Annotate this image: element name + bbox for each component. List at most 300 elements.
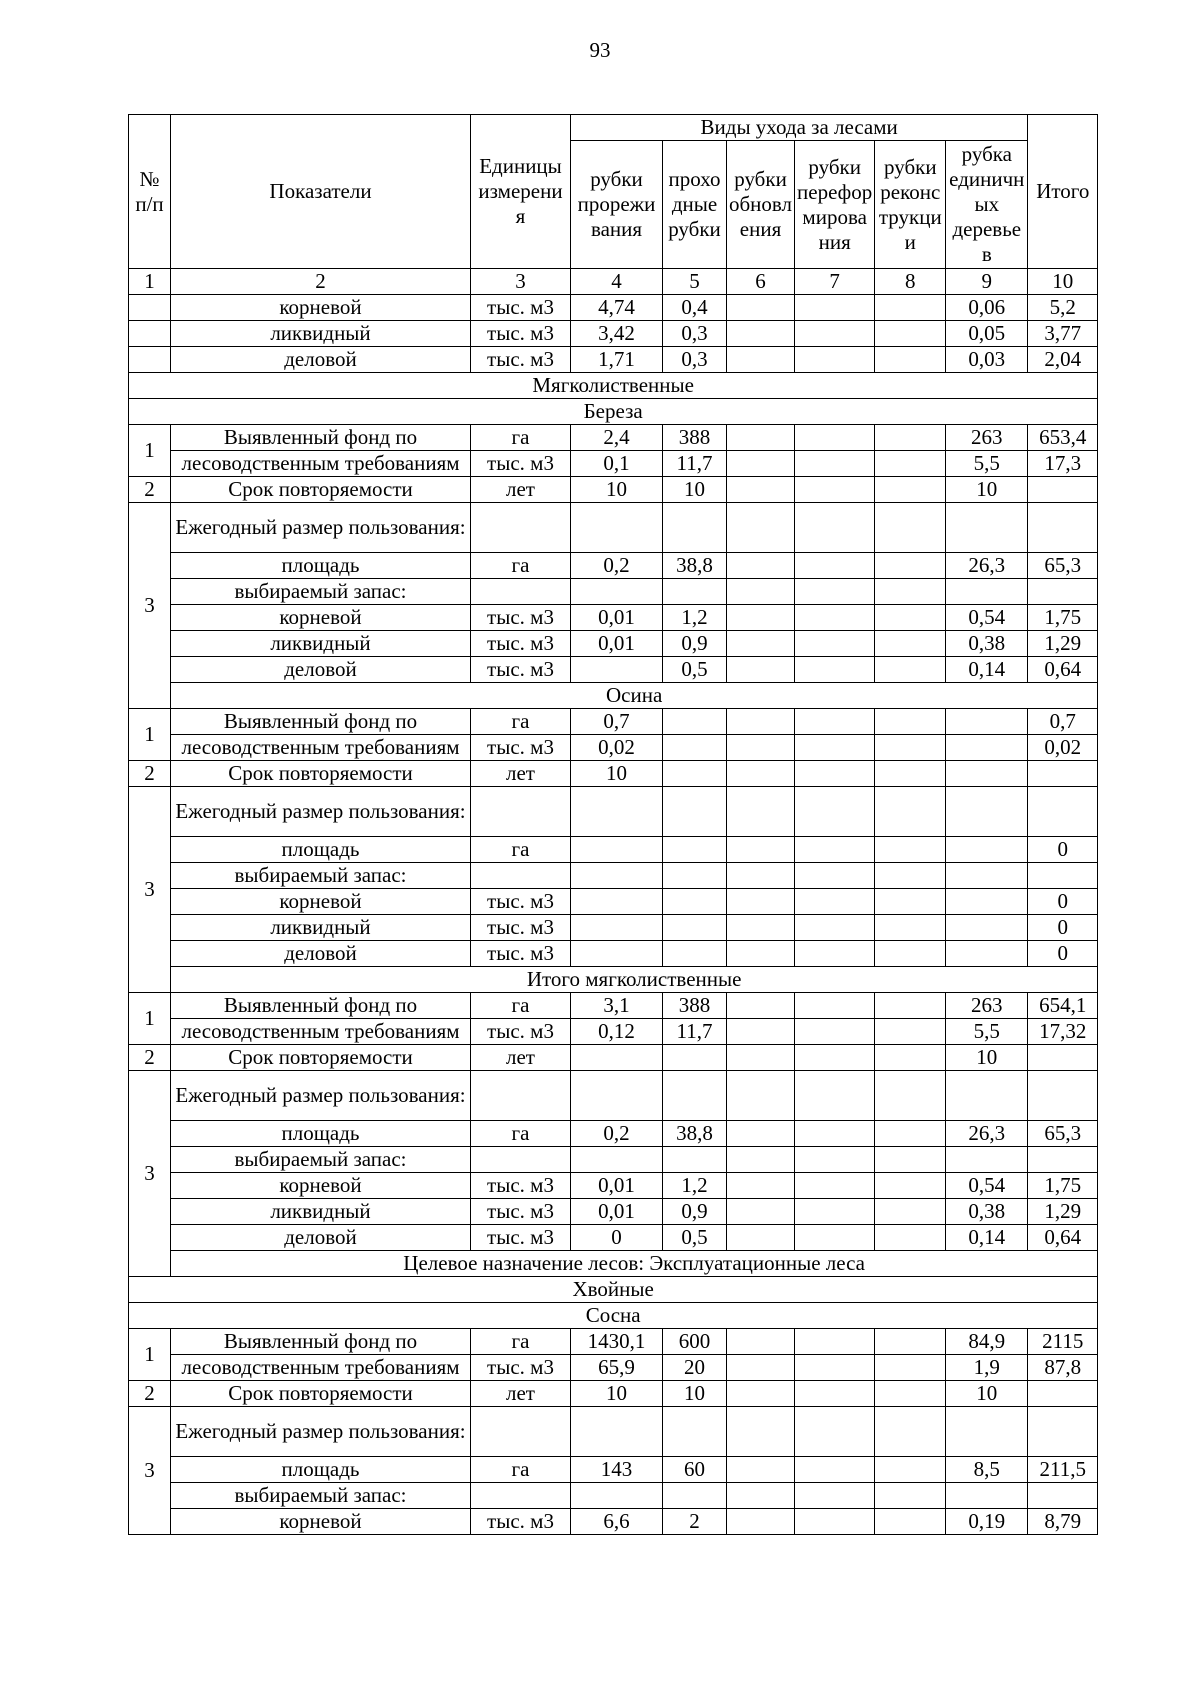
value-cell bbox=[727, 579, 795, 605]
total-cell bbox=[1028, 1071, 1098, 1121]
value-cell bbox=[571, 579, 663, 605]
indicator-label: Срок повторяемости bbox=[171, 477, 471, 503]
table-row bbox=[129, 1457, 1098, 1483]
total-cell: 0,64 bbox=[1028, 657, 1098, 683]
value-cell: 10 bbox=[946, 477, 1028, 503]
value-cell bbox=[663, 1407, 727, 1457]
column-index-row bbox=[129, 269, 1098, 295]
value-cell bbox=[727, 657, 795, 683]
table-row bbox=[129, 451, 1098, 477]
unit-cell: тыс. м3 bbox=[471, 1019, 571, 1045]
table-row bbox=[129, 889, 1098, 915]
total-cell: 17,3 bbox=[1028, 451, 1098, 477]
total-cell: 2,04 bbox=[1028, 347, 1098, 373]
indicator-label: Выявленный фонд по bbox=[171, 1329, 471, 1355]
value-cell: 0,54 bbox=[946, 605, 1028, 631]
value-cell bbox=[795, 347, 875, 373]
value-cell bbox=[663, 761, 727, 787]
value-cell bbox=[663, 941, 727, 967]
total-cell bbox=[1028, 1045, 1098, 1071]
value-cell bbox=[795, 295, 875, 321]
indicator-label: выбираемый запас: bbox=[171, 579, 471, 605]
value-cell bbox=[875, 1147, 946, 1173]
indicator-label: Ежегодный размер пользования: bbox=[171, 1407, 471, 1457]
value-cell bbox=[663, 863, 727, 889]
section-row bbox=[129, 683, 1098, 709]
value-cell bbox=[727, 1483, 795, 1509]
value-cell: 0,12 bbox=[571, 1019, 663, 1045]
indicator-label: Срок повторяемости bbox=[171, 1381, 471, 1407]
table-row bbox=[129, 735, 1098, 761]
indicator-label: корневой bbox=[171, 295, 471, 321]
value-cell bbox=[571, 1483, 663, 1509]
value-cell: 0,19 bbox=[946, 1509, 1028, 1535]
value-cell bbox=[795, 1199, 875, 1225]
value-cell: 0,5 bbox=[663, 1225, 727, 1251]
value-cell bbox=[727, 477, 795, 503]
value-cell bbox=[727, 1071, 795, 1121]
value-cell bbox=[727, 889, 795, 915]
value-cell bbox=[875, 761, 946, 787]
value-cell: 3,1 bbox=[571, 993, 663, 1019]
value-cell: 0,3 bbox=[663, 321, 727, 347]
value-cell bbox=[727, 605, 795, 631]
value-cell bbox=[727, 451, 795, 477]
value-cell bbox=[571, 1045, 663, 1071]
value-cell bbox=[875, 709, 946, 735]
table-row bbox=[129, 1407, 1098, 1457]
unit-cell: лет bbox=[471, 1381, 571, 1407]
table-row bbox=[129, 1225, 1098, 1251]
indicator-label: ликвидный bbox=[171, 631, 471, 657]
value-cell bbox=[875, 889, 946, 915]
value-cell bbox=[795, 605, 875, 631]
value-cell bbox=[946, 579, 1028, 605]
value-cell: 26,3 bbox=[946, 553, 1028, 579]
value-cell bbox=[795, 451, 875, 477]
value-cell: 0,14 bbox=[946, 657, 1028, 683]
indicator-label: площадь bbox=[171, 553, 471, 579]
value-cell bbox=[727, 787, 795, 837]
value-cell bbox=[875, 553, 946, 579]
indicator-label: выбираемый запас: bbox=[171, 1483, 471, 1509]
row-number: 2 bbox=[129, 477, 171, 503]
table-row bbox=[129, 631, 1098, 657]
value-cell bbox=[727, 321, 795, 347]
value-cell: 0,38 bbox=[946, 631, 1028, 657]
total-cell bbox=[1028, 1147, 1098, 1173]
value-cell: 0,03 bbox=[946, 347, 1028, 373]
unit-cell: га bbox=[471, 837, 571, 863]
value-cell: 600 bbox=[663, 1329, 727, 1355]
index-cell: 8 bbox=[875, 269, 946, 295]
value-cell: 1,71 bbox=[571, 347, 663, 373]
value-cell: 0,3 bbox=[663, 347, 727, 373]
section-row bbox=[129, 1303, 1098, 1329]
value-cell bbox=[946, 941, 1028, 967]
value-cell: 10 bbox=[663, 1381, 727, 1407]
value-cell bbox=[875, 1457, 946, 1483]
section-title: Итого мягколиственные bbox=[171, 967, 1098, 993]
value-cell bbox=[795, 735, 875, 761]
indicator-label: корневой bbox=[171, 605, 471, 631]
value-cell bbox=[875, 579, 946, 605]
value-cell: 38,8 bbox=[663, 1121, 727, 1147]
table-row bbox=[129, 553, 1098, 579]
value-cell bbox=[875, 451, 946, 477]
value-cell: 5,5 bbox=[946, 1019, 1028, 1045]
value-cell bbox=[727, 761, 795, 787]
table-row bbox=[129, 477, 1098, 503]
indicator-label: ликвидный bbox=[171, 915, 471, 941]
value-cell: 8,5 bbox=[946, 1457, 1028, 1483]
value-cell bbox=[571, 941, 663, 967]
value-cell bbox=[571, 657, 663, 683]
value-cell bbox=[727, 837, 795, 863]
value-cell: 6,6 bbox=[571, 1509, 663, 1535]
value-cell: 0,05 bbox=[946, 321, 1028, 347]
value-cell bbox=[727, 941, 795, 967]
value-cell bbox=[946, 503, 1028, 553]
unit-cell: тыс. м3 bbox=[471, 915, 571, 941]
value-cell bbox=[795, 709, 875, 735]
header-single-tree-cut: рубка единичн ых деревье в bbox=[946, 141, 1028, 269]
total-cell: 0 bbox=[1028, 889, 1098, 915]
indicator-label: ликвидный bbox=[171, 321, 471, 347]
value-cell bbox=[727, 1457, 795, 1483]
table-row bbox=[129, 709, 1098, 735]
indicator-label: Ежегодный размер пользования: bbox=[171, 787, 471, 837]
row-number bbox=[129, 295, 171, 321]
total-cell: 8,79 bbox=[1028, 1509, 1098, 1535]
value-cell: 1,2 bbox=[663, 605, 727, 631]
value-cell bbox=[663, 579, 727, 605]
total-cell bbox=[1028, 477, 1098, 503]
value-cell bbox=[875, 735, 946, 761]
value-cell bbox=[795, 941, 875, 967]
section-title: Хвойные bbox=[129, 1277, 1098, 1303]
total-cell: 65,3 bbox=[1028, 553, 1098, 579]
value-cell bbox=[875, 295, 946, 321]
value-cell bbox=[946, 863, 1028, 889]
total-cell bbox=[1028, 1483, 1098, 1509]
value-cell: 263 bbox=[946, 425, 1028, 451]
indicator-label: корневой bbox=[171, 889, 471, 915]
unit-cell: тыс. м3 bbox=[471, 347, 571, 373]
indicator-label: Выявленный фонд по bbox=[171, 709, 471, 735]
value-cell bbox=[727, 425, 795, 451]
value-cell bbox=[946, 1407, 1028, 1457]
row-number: 3 bbox=[129, 1071, 171, 1277]
value-cell bbox=[795, 1173, 875, 1199]
value-cell: 0,4 bbox=[663, 295, 727, 321]
value-cell: 0,9 bbox=[663, 631, 727, 657]
value-cell: 0,01 bbox=[571, 605, 663, 631]
value-cell bbox=[795, 1355, 875, 1381]
unit-cell bbox=[471, 863, 571, 889]
total-cell bbox=[1028, 1381, 1098, 1407]
value-cell bbox=[875, 631, 946, 657]
value-cell bbox=[795, 787, 875, 837]
total-cell: 1,29 bbox=[1028, 1199, 1098, 1225]
value-cell bbox=[795, 477, 875, 503]
value-cell: 11,7 bbox=[663, 451, 727, 477]
table-row bbox=[129, 503, 1098, 553]
index-cell: 7 bbox=[795, 269, 875, 295]
total-cell bbox=[1028, 1407, 1098, 1457]
unit-cell: тыс. м3 bbox=[471, 1509, 571, 1535]
table-row bbox=[129, 1019, 1098, 1045]
value-cell: 0,02 bbox=[571, 735, 663, 761]
value-cell bbox=[571, 1147, 663, 1173]
value-cell bbox=[875, 1483, 946, 1509]
table-row bbox=[129, 787, 1098, 837]
value-cell: 388 bbox=[663, 425, 727, 451]
unit-cell: тыс. м3 bbox=[471, 451, 571, 477]
total-cell: 1,75 bbox=[1028, 605, 1098, 631]
total-cell: 17,32 bbox=[1028, 1019, 1098, 1045]
indicator-label: ликвидный bbox=[171, 1199, 471, 1225]
unit-cell: тыс. м3 bbox=[471, 1199, 571, 1225]
value-cell bbox=[571, 915, 663, 941]
value-cell bbox=[795, 425, 875, 451]
table-row bbox=[129, 1045, 1098, 1071]
value-cell bbox=[875, 863, 946, 889]
value-cell bbox=[795, 889, 875, 915]
table-row bbox=[129, 1381, 1098, 1407]
value-cell bbox=[946, 735, 1028, 761]
value-cell: 0,01 bbox=[571, 1173, 663, 1199]
value-cell: 0,1 bbox=[571, 451, 663, 477]
value-cell bbox=[875, 837, 946, 863]
value-cell bbox=[795, 1225, 875, 1251]
value-cell: 3,42 bbox=[571, 321, 663, 347]
table-row bbox=[129, 761, 1098, 787]
value-cell bbox=[571, 787, 663, 837]
total-cell: 65,3 bbox=[1028, 1121, 1098, 1147]
value-cell bbox=[571, 1407, 663, 1457]
indicator-label: Ежегодный размер пользования: bbox=[171, 503, 471, 553]
total-cell: 653,4 bbox=[1028, 425, 1098, 451]
value-cell bbox=[875, 1045, 946, 1071]
table-row bbox=[129, 579, 1098, 605]
value-cell bbox=[727, 1147, 795, 1173]
unit-cell: га bbox=[471, 1457, 571, 1483]
unit-cell: га bbox=[471, 553, 571, 579]
value-cell bbox=[727, 1173, 795, 1199]
total-cell bbox=[1028, 761, 1098, 787]
header-num: № п/п bbox=[129, 115, 171, 269]
table-row bbox=[129, 1329, 1098, 1355]
value-cell bbox=[571, 837, 663, 863]
value-cell bbox=[795, 1019, 875, 1045]
value-cell: 143 bbox=[571, 1457, 663, 1483]
indicator-label: лесоводственным требованиям bbox=[171, 451, 471, 477]
value-cell: 5,5 bbox=[946, 451, 1028, 477]
value-cell: 0,54 bbox=[946, 1173, 1028, 1199]
table-row bbox=[129, 1121, 1098, 1147]
unit-cell: тыс. м3 bbox=[471, 605, 571, 631]
value-cell: 0 bbox=[571, 1225, 663, 1251]
table-row bbox=[129, 993, 1098, 1019]
value-cell bbox=[946, 1483, 1028, 1509]
value-cell bbox=[795, 1509, 875, 1535]
table-row bbox=[129, 915, 1098, 941]
value-cell: 10 bbox=[571, 761, 663, 787]
value-cell bbox=[727, 1019, 795, 1045]
total-cell: 1,75 bbox=[1028, 1173, 1098, 1199]
unit-cell bbox=[471, 579, 571, 605]
value-cell bbox=[727, 553, 795, 579]
value-cell bbox=[875, 941, 946, 967]
value-cell bbox=[875, 657, 946, 683]
value-cell bbox=[795, 1329, 875, 1355]
index-cell: 6 bbox=[727, 269, 795, 295]
unit-cell: тыс. м3 bbox=[471, 1173, 571, 1199]
value-cell: 10 bbox=[571, 477, 663, 503]
value-cell: 0,01 bbox=[571, 1199, 663, 1225]
table-row bbox=[129, 863, 1098, 889]
total-cell: 0 bbox=[1028, 915, 1098, 941]
value-cell: 84,9 bbox=[946, 1329, 1028, 1355]
indicator-label: лесоводственным требованиям bbox=[171, 1355, 471, 1381]
table-row bbox=[129, 1509, 1098, 1535]
value-cell: 10 bbox=[571, 1381, 663, 1407]
section-title: Береза bbox=[129, 399, 1098, 425]
unit-cell: лет bbox=[471, 761, 571, 787]
section-row bbox=[129, 1277, 1098, 1303]
row-number: 2 bbox=[129, 1381, 171, 1407]
indicator-label: выбираемый запас: bbox=[171, 863, 471, 889]
value-cell: 4,74 bbox=[571, 295, 663, 321]
value-cell bbox=[875, 321, 946, 347]
value-cell bbox=[663, 915, 727, 941]
indicator-label: Ежегодный размер пользования: bbox=[171, 1071, 471, 1121]
unit-cell: тыс. м3 bbox=[471, 735, 571, 761]
value-cell: 0,5 bbox=[663, 657, 727, 683]
value-cell: 263 bbox=[946, 993, 1028, 1019]
value-cell bbox=[727, 735, 795, 761]
total-cell: 0,64 bbox=[1028, 1225, 1098, 1251]
value-cell bbox=[795, 579, 875, 605]
value-cell bbox=[727, 915, 795, 941]
value-cell bbox=[795, 761, 875, 787]
row-number: 2 bbox=[129, 761, 171, 787]
unit-cell: га bbox=[471, 709, 571, 735]
value-cell bbox=[663, 735, 727, 761]
page-number: 93 bbox=[589, 38, 611, 62]
value-cell bbox=[663, 837, 727, 863]
indicator-label: Срок повторяемости bbox=[171, 761, 471, 787]
table-row bbox=[129, 1071, 1098, 1121]
table-row bbox=[129, 425, 1098, 451]
value-cell bbox=[571, 889, 663, 915]
value-cell bbox=[946, 837, 1028, 863]
section-row bbox=[129, 399, 1098, 425]
value-cell bbox=[727, 863, 795, 889]
total-cell: 2115 bbox=[1028, 1329, 1098, 1355]
indicator-label: деловой bbox=[171, 941, 471, 967]
unit-cell: га bbox=[471, 425, 571, 451]
table-row bbox=[129, 837, 1098, 863]
value-cell: 2,4 bbox=[571, 425, 663, 451]
indicator-label: деловой bbox=[171, 347, 471, 373]
table-row bbox=[129, 295, 1098, 321]
value-cell bbox=[663, 1071, 727, 1121]
total-cell bbox=[1028, 787, 1098, 837]
value-cell bbox=[663, 1147, 727, 1173]
value-cell bbox=[663, 503, 727, 553]
value-cell bbox=[795, 915, 875, 941]
total-cell bbox=[1028, 863, 1098, 889]
value-cell bbox=[795, 1071, 875, 1121]
row-number: 3 bbox=[129, 1407, 171, 1535]
value-cell bbox=[663, 1483, 727, 1509]
table-row bbox=[129, 1173, 1098, 1199]
value-cell bbox=[795, 1381, 875, 1407]
table-row bbox=[129, 347, 1098, 373]
header-indicators: Показатели bbox=[171, 115, 471, 269]
value-cell bbox=[795, 1147, 875, 1173]
value-cell bbox=[875, 1121, 946, 1147]
total-cell bbox=[1028, 503, 1098, 553]
index-cell: 1 bbox=[129, 269, 171, 295]
indicator-label: лесоводственным требованиям bbox=[171, 1019, 471, 1045]
unit-cell: тыс. м3 bbox=[471, 295, 571, 321]
index-cell: 10 bbox=[1028, 269, 1098, 295]
header-thinning: рубки прорежи вания bbox=[571, 141, 663, 269]
indicator-label: выбираемый запас: bbox=[171, 1147, 471, 1173]
indicator-label: Срок повторяемости bbox=[171, 1045, 471, 1071]
value-cell bbox=[727, 1225, 795, 1251]
value-cell bbox=[875, 1071, 946, 1121]
indicator-label: Выявленный фонд по bbox=[171, 993, 471, 1019]
total-cell: 5,2 bbox=[1028, 295, 1098, 321]
unit-cell bbox=[471, 1147, 571, 1173]
value-cell: 38,8 bbox=[663, 553, 727, 579]
value-cell bbox=[727, 709, 795, 735]
total-cell: 0 bbox=[1028, 941, 1098, 967]
total-cell: 3,77 bbox=[1028, 321, 1098, 347]
unit-cell: га bbox=[471, 993, 571, 1019]
value-cell bbox=[795, 321, 875, 347]
indicator-label: корневой bbox=[171, 1173, 471, 1199]
unit-cell bbox=[471, 503, 571, 553]
header-total: Итого bbox=[1028, 115, 1098, 269]
value-cell bbox=[727, 503, 795, 553]
value-cell bbox=[727, 1121, 795, 1147]
value-cell bbox=[875, 1355, 946, 1381]
value-cell bbox=[795, 993, 875, 1019]
value-cell bbox=[946, 889, 1028, 915]
value-cell bbox=[875, 1407, 946, 1457]
indicator-label: деловой bbox=[171, 657, 471, 683]
unit-cell bbox=[471, 1483, 571, 1509]
value-cell bbox=[795, 837, 875, 863]
unit-cell: тыс. м3 bbox=[471, 941, 571, 967]
value-cell bbox=[727, 1045, 795, 1071]
unit-cell bbox=[471, 787, 571, 837]
section-title: Осина bbox=[171, 683, 1098, 709]
value-cell bbox=[571, 863, 663, 889]
value-cell bbox=[875, 1381, 946, 1407]
row-number: 2 bbox=[129, 1045, 171, 1071]
value-cell: 388 bbox=[663, 993, 727, 1019]
value-cell bbox=[727, 631, 795, 657]
unit-cell bbox=[471, 1407, 571, 1457]
value-cell bbox=[946, 787, 1028, 837]
value-cell bbox=[727, 1199, 795, 1225]
